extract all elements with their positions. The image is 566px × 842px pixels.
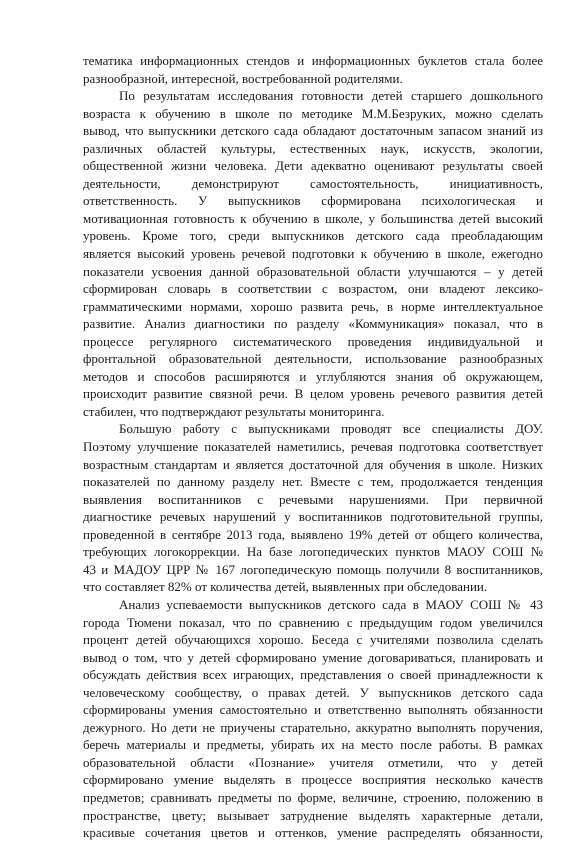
text-line: мотивационная готовность к обучению в школе, у большинства детей высокий [83, 210, 543, 226]
text-line: вывод, что выпускники детского сада обладают достаточным запасом знаний из [83, 123, 543, 139]
paragraph-3 [83, 420, 543, 595]
text-line: показателей по данному разделу нет. Вместе с тем, продолжается тенденция [83, 474, 543, 490]
text-line: Поэтому улучшение показателей наметились, речевая подготовка соответствует [83, 439, 543, 455]
text-line: тематика информационных стендов и информационных буклетов стала более [83, 53, 543, 68]
text-line: фронтальной образовательной деятельности, использование разнообразных [83, 351, 543, 367]
paragraph-4 [83, 596, 543, 842]
text-line: Анализ успеваемости выпускников детского сада в МАОУ СОШ № 43 [119, 596, 543, 612]
paragraph-1 [83, 52, 543, 87]
text-line: вывод о том, что у детей сформировано умение договариваться, планировать и [83, 649, 543, 665]
text-line: Большую работу с выпускниками проводят все специалисты ДОУ. [119, 421, 543, 437]
text-line: сформирован словарь в соответствии с возрастом, они владеют лексико- [83, 281, 543, 297]
paragraph-2 [83, 87, 543, 420]
text-line: различных областей культуры, естественных наук, искусств, экологии, [83, 140, 543, 156]
text-line: деятельности, демонстрируют самостоятельность, инициативность, [83, 175, 543, 191]
text-line: процент детей обучающихся хорошо. Беседа с учителями позволила сделать [83, 632, 543, 648]
document-body [83, 52, 543, 842]
text-line: дежурного. Но дети не приучены старательно, аккуратно выполнять поручения, [83, 719, 543, 735]
text-line: ответственность. У выпускников сформирована психологическая и [83, 193, 543, 209]
text-line: что составляет 82% от количества детей, выявленных при обследовании. [83, 579, 488, 595]
text-line: 43 и МАДОУ ЦРР № 167 логопедическую помощь получили 8 воспитанников, [83, 561, 543, 577]
text-line: возрастным стандартам и является достаточной для обучения в школе. Низких [83, 456, 543, 472]
text-line: беречь материалы и предметы, убирать их на место после работы. В рамках [83, 737, 543, 753]
text-line: общественной жизни человека. Дети адекватно оценивают результаты своей [83, 158, 543, 174]
text-line: грамматическими нормами, хорошо развита речь, в норме интеллектуальное [83, 298, 543, 314]
text-line: проведенной в сентябре 2013 года, выявлено 19% детей от общего количества, [83, 526, 543, 542]
text-line: образовательной области «Познание» учителя отметили, что у детей [83, 754, 543, 770]
text-line: уровень. Кроме того, среди выпускников детского сада преобладающим [83, 228, 543, 244]
text-line: По результатам исследования готовности детей старшего дошкольного [119, 88, 543, 104]
text-line: человеческому сообществу, о правах детей. У выпускников детского сада [83, 684, 543, 700]
text-line: методов и способов расширяются и углубляются знания об окружающем, [83, 368, 543, 384]
text-line: происходит развитие связной речи. В целом уровень речевого развития детей [83, 386, 543, 402]
text-line: сформировано умение выделять в процессе восприятия несколько качеств [83, 772, 543, 788]
text-line: сформированы умения самостоятельно и ответственно выполнять обязанности [83, 702, 543, 718]
text-line: обсуждать действия всех играющих, представления о своей принадлежности к [83, 667, 543, 683]
text-line: красивые сочетания цветов и оттенков, умение распределять обязанности, [83, 825, 543, 841]
text-line: возраста к обучению в школе по методике М.М.Безруких, можно сделать [83, 105, 543, 121]
text-line: стабилен, что подтверждают результаты мониторинга. [83, 403, 385, 419]
text-line: развитие. Анализ диагностики по разделу «Коммуникация» показал, что в [83, 316, 543, 332]
text-line: является высокий уровень речевой подготовки к обучению в школе, ежегодно [83, 246, 543, 262]
text-line: предметов; сравнивать предметы по форме, величине, строению, положению в [83, 789, 543, 805]
text-line: города Тюмени показал, что по сравнению с предыдущим годом увеличился [83, 614, 543, 630]
text-line: разнообразной, интересной, востребованной родителями. [83, 70, 403, 86]
text-line: диагностике речевых нарушений у воспитанников подготовительной группы, [83, 509, 543, 525]
text-line: пространстве, цвету; вызывает затруднение выделять характерные детали, [83, 807, 543, 823]
text-line: процессе регулярного систематического проведения индивидуальной и [83, 333, 543, 349]
text-line: требующих логокоррекции. На базе логопедических пунктов МАОУ СОШ № [83, 544, 543, 560]
text-line: показатели усвоения данной образовательной области улучшаются – у детей [83, 263, 543, 279]
text-line: выявления воспитанников с речевыми нарушениями. При первичной [83, 491, 543, 507]
